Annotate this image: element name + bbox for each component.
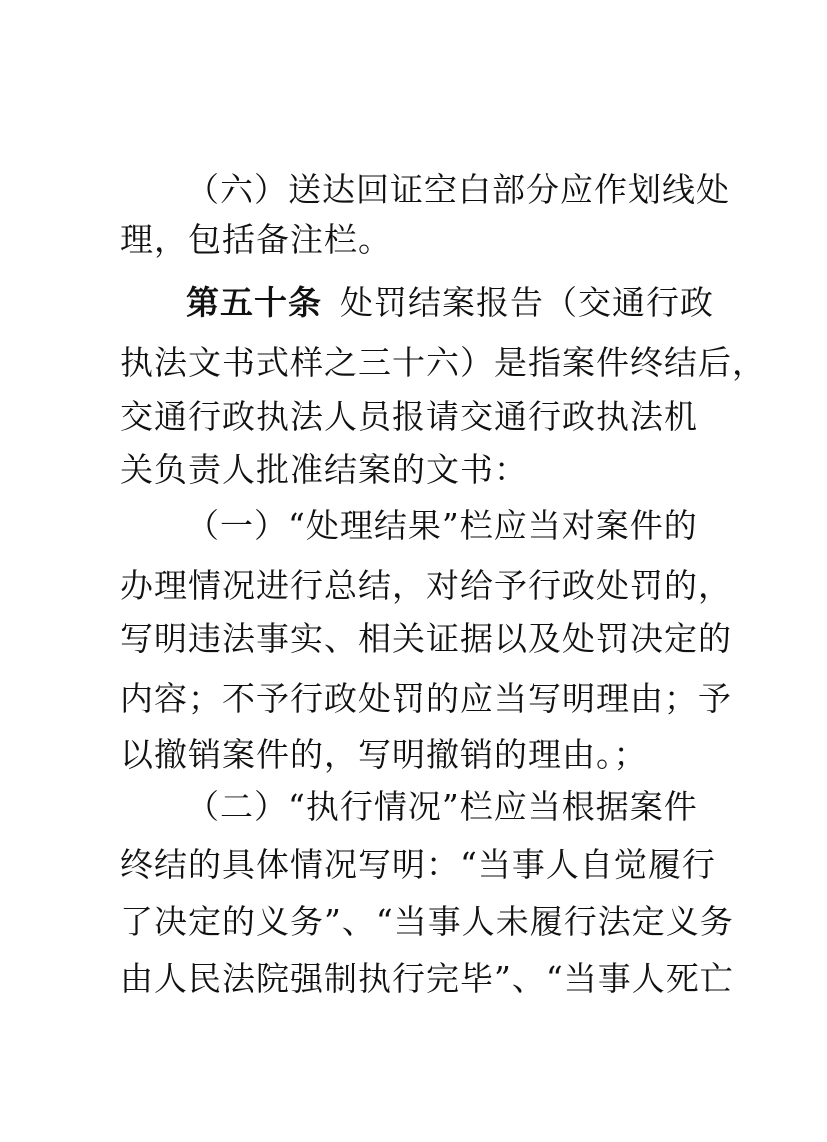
article-50-line-4: 关负责人批准结案的文书： — [120, 450, 528, 489]
item-1-line-2: 办理情况进行总结，对给予行政处罚的， — [120, 566, 732, 605]
item-2-line-4: 由人民法院强制执行完毕”、“当事人死亡 — [120, 959, 734, 998]
article-50-line-1: 处罚结案报告（交通行政 — [340, 283, 714, 322]
article-50-line-3: 交通行政执法人员报请交通行政执法机 — [120, 397, 698, 436]
item-1-line-3: 写明违法事实、相关证据以及处罚决定的 — [120, 619, 732, 658]
item-2-line-3: 了决定的义务”、“当事人未履行法定义务 — [120, 902, 734, 941]
item-2-line-1: （二）“执行情况”栏应当根据案件 — [186, 787, 698, 826]
article-50-heading: 第五十条 — [186, 283, 322, 322]
item-1-line-5: 以撤销案件的，写明撤销的理由。； — [120, 735, 648, 774]
item-1-line-4: 内容；不予行政处罚的应当写明理由；予 — [120, 679, 732, 718]
item-2-line-2: 终结的具体情况写明：“当事人自觉履行 — [120, 845, 716, 884]
paragraph-6-line-1: （六）送达回证空白部分应作划线处 — [186, 170, 730, 209]
article-50-line-2: 执法文书式样之三十六）是指案件终结后， — [120, 343, 766, 382]
item-1-line-1: （一）“处理结果”栏应当对案件的 — [186, 506, 698, 545]
paragraph-6-line-2: 理，包括备注栏。 — [120, 220, 392, 259]
